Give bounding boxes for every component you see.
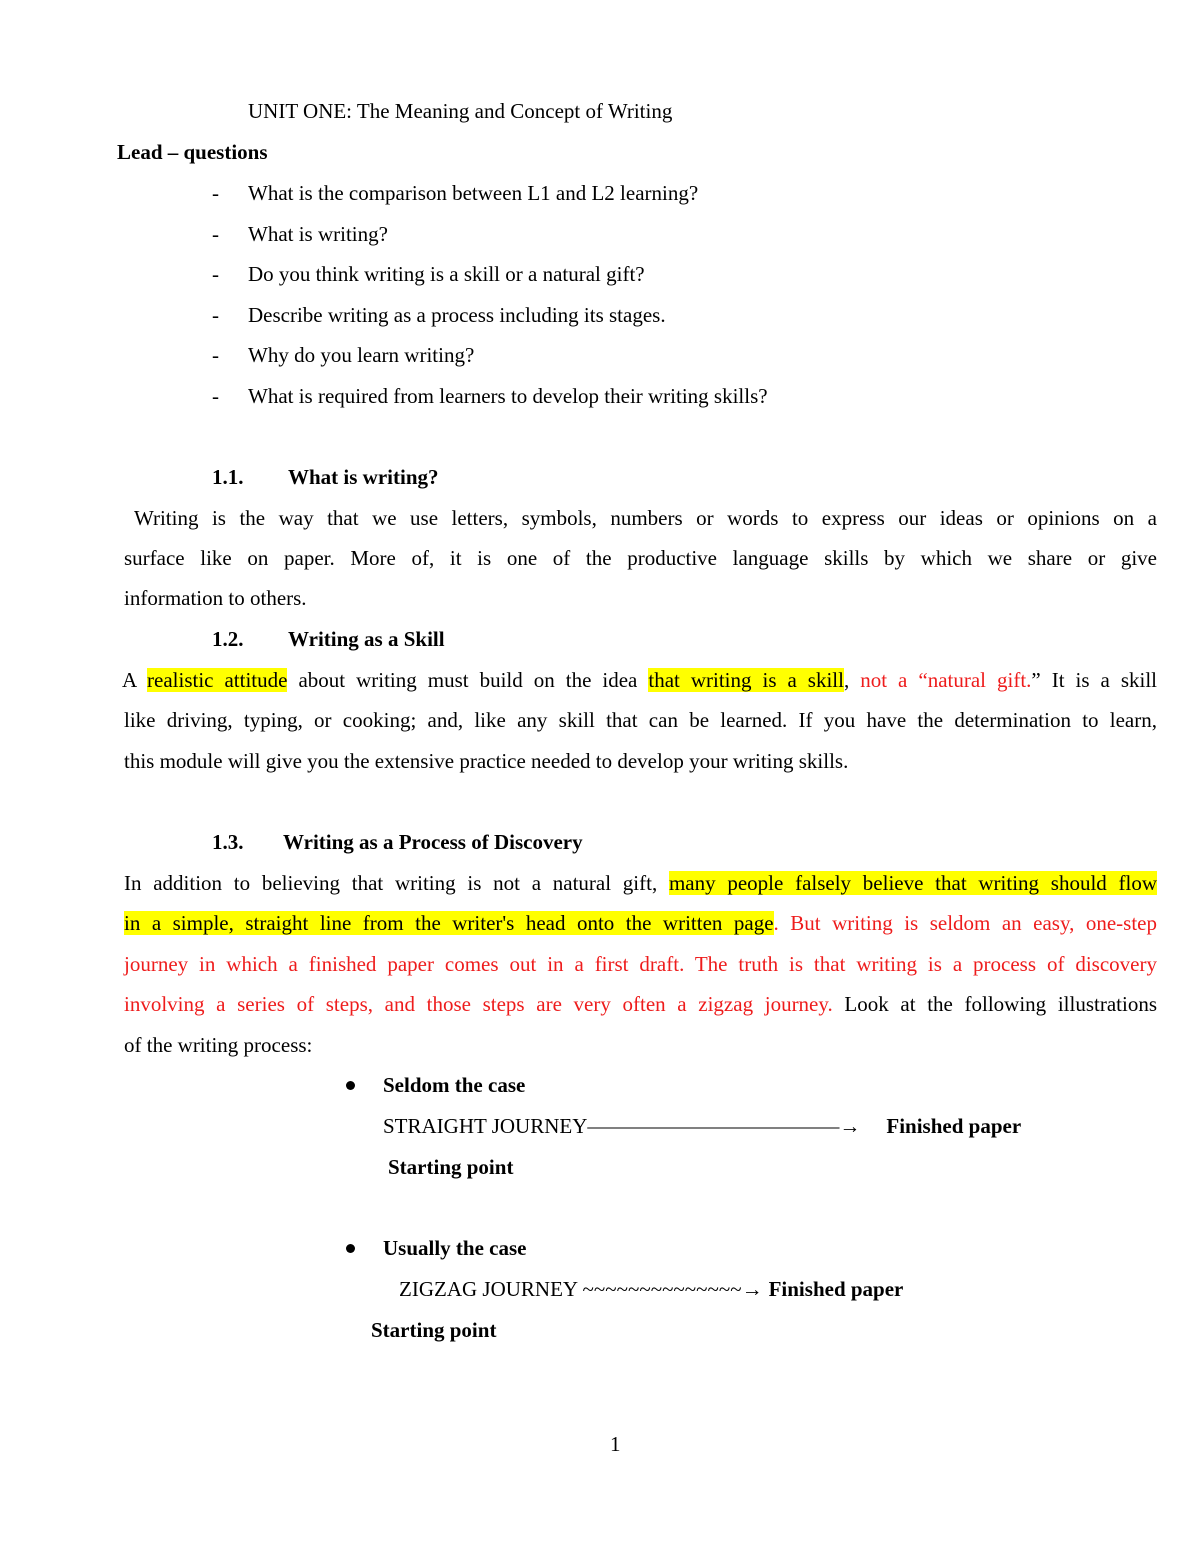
journey-line [383, 1116, 1021, 1137]
list-item: Describe writing as a process including its stages. [248, 303, 666, 327]
list-item: What is required from learners to develop their writing skills? [248, 384, 768, 408]
list-dash: - [212, 222, 219, 246]
text-run: A [122, 668, 137, 692]
highlighted-text: in a simple, straight line from the writer's head onto the written page [124, 911, 774, 935]
text-run: In addition to believing that writing is not a natural gift, [124, 871, 658, 895]
lead-heading: Lead – questions [117, 140, 268, 164]
paragraph-line: this module will give you the extensive practice needed to develop your writing skills. [124, 749, 849, 773]
highlighted-text: realistic attitude [147, 668, 288, 692]
section-number: 1.1. [212, 465, 244, 489]
list-dash: - [212, 343, 219, 367]
list-dash: - [212, 181, 219, 205]
starting-point-label: Starting point [371, 1318, 497, 1342]
paragraph-line [122, 670, 1157, 691]
text-run: about writing must build on the idea [298, 668, 638, 692]
text-run: Look at the following illustrations [844, 992, 1157, 1016]
section-heading: Writing as a Process of Discovery [283, 830, 583, 854]
paragraph-line: Writing is the way that we use letters, symbols, numbers or words to express our ideas or opinions on a [134, 506, 1157, 530]
section-heading: Writing as a Skill [288, 627, 445, 651]
paragraph-line [124, 994, 1157, 1015]
illustration-label: Usually the case [383, 1236, 527, 1260]
page-number: 1 [610, 1432, 621, 1456]
bullet-icon [346, 1081, 355, 1090]
section-heading: What is writing? [288, 465, 439, 489]
highlighted-text: many people falsely believe that writing should flow [668, 871, 1158, 895]
finished-paper-label: Finished paper [886, 1114, 1022, 1138]
paragraph-line: journey in which a finished paper comes out in a first draft. The truth is that writing is a process of discovery [124, 952, 1157, 976]
section-number: 1.2. [212, 627, 244, 651]
paragraph-line [124, 913, 1157, 934]
paragraph-line: like driving, typing, or cooking; and, like any skill that can be learned. If you have the determination to learn, [124, 708, 1157, 732]
highlighted-text: that writing is a skill [648, 668, 844, 692]
list-item: What is writing? [248, 222, 388, 246]
text-run: ” It is a skill [1031, 668, 1158, 692]
red-text: not a “natural gift. [860, 668, 1032, 692]
red-text: . But writing is seldom an easy, one-step [773, 911, 1157, 935]
list-dash: - [212, 262, 219, 286]
list-item: What is the comparison between L1 and L2 learning? [248, 181, 699, 205]
list-dash: - [212, 303, 219, 327]
paragraph-line [124, 873, 1157, 894]
illustration-label: Seldom the case [383, 1073, 526, 1097]
journey-text: ZIGZAG JOURNEY ~~~~~~~~~~~~~~→ [399, 1277, 763, 1301]
section-number: 1.3. [212, 830, 244, 854]
starting-point-label: Starting point [388, 1155, 514, 1179]
paragraph-line: of the writing process: [124, 1033, 313, 1057]
bullet-icon [346, 1244, 355, 1253]
journey-text: STRAIGHT JOURNEY————————————→ [383, 1114, 861, 1138]
list-item: Why do you learn writing? [248, 343, 475, 367]
paragraph-line: information to others. [124, 586, 307, 610]
page-title: UNIT ONE: The Meaning and Concept of Writing [248, 99, 673, 123]
paragraph-line: surface like on paper. More of, it is one of the productive language skills by which we share or give [124, 546, 1157, 570]
text-run: , [843, 668, 850, 692]
list-dash: - [212, 384, 219, 408]
list-item: Do you think writing is a skill or a natural gift? [248, 262, 645, 286]
journey-line [399, 1279, 903, 1300]
red-text: involving a series of steps, and those steps are very often a zigzag journey. [124, 992, 833, 1016]
finished-paper-label: Finished paper [768, 1277, 904, 1301]
